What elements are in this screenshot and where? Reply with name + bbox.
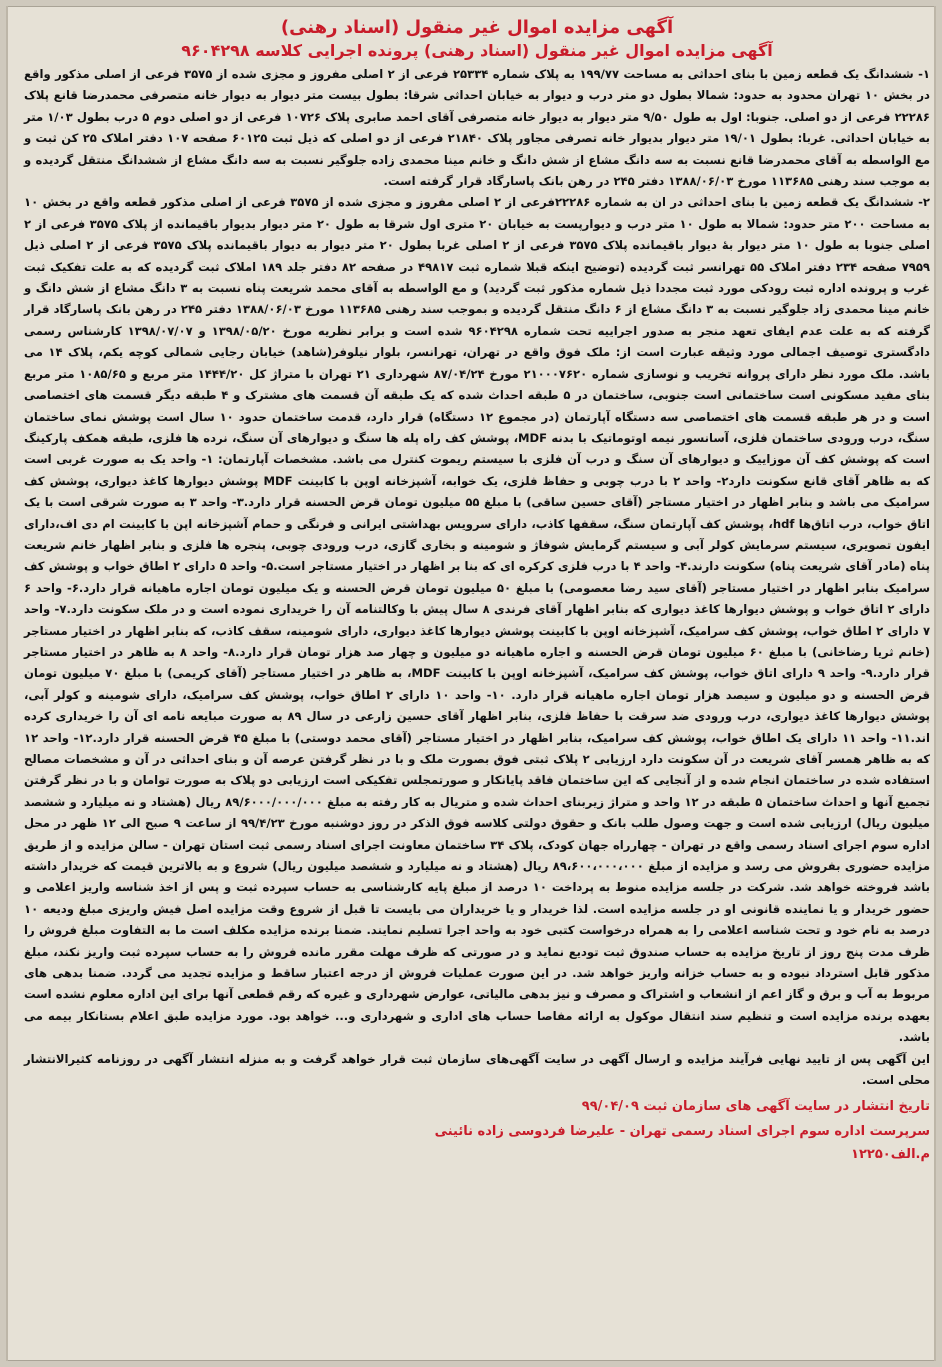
newspaper-clipping	[6, 6, 936, 1361]
paper-edge-left	[6, 6, 8, 1361]
signature-line: سرپرست اداره سوم اجرای اسناد رسمی تهران - علیرضا فردوسی زاده نائینی	[434, 1123, 930, 1139]
notice-paragraph-1: ۱- ششدانگ یک قطعه زمین با بنای احداثی به مساحت ۱۹۹/۷۷ به پلاک شماره ۲۵۳۳۴ فرعی از ۲ اصلی مفروز و مجزی شده از ۳۵۷۵ فرعی از اصلی مذکور واقع در بخش ۱۰ تهران محدود به حدود: شمالا بطول دو متر درب و دیوار به خیابان احداثی شرقا: بطول بیست متر دیوار به دیوار خانه متصرفی محمدرضا قانع پلاک ۲۲۲۸۶ فرعی از دو اصلی. جنوبا: اول به طول ۹/۵۰ متر دیوار به دیوار خانه متصرفی آقای احمد صابری پلاک ۱۰۷۲۶ فرعی از دو اصلی دوم ۵ درب بطول ۱/۰۳ متر به خیابان احداثی. غربا: بطول ۱۹/۰۱ متر دیوار بدیوار خانه تصرفی مجاور پلاک ۲۱۸۴۰ فرعی از دو اصلی که ذیل ثبت ۶۰۱۲۵ صفحه ۱۰۷ دفتر املاک ۲۵ کن ثبت و مع الواسطه به آقای محمدرضا قانع نسبت به سه دانگ مشاع از شش دانگ و خانم مینا محمدی زاده جلوگیر نسبت به سه دانگ مشاع از ششدانگ منتقل گردیده و به موجب سند رهنی ۱۱۳۶۸۵ مورخ ۱۳۸۸/۰۶/۰۳ دفتر ۲۴۵ در رهن بانک پاسارگاد قرار گرفته است.	[24, 67, 930, 189]
auction-notice	[24, 16, 930, 1166]
publish-date: تاریخ انتشار در سایت آگهی های سازمان ثبت ۹۹/۰۴/۰۹	[581, 1098, 930, 1114]
reference-code: م.الف۱۲۲۵۰	[851, 1146, 930, 1162]
notice-closing: این آگهی پس از تایید نهایی فرآیند مزایده و ارسال آگهی در سایت آگهی‌های سازمان ثبت قرار خواهد گرفت و به منزله انتشار آگهی در روزنامه کثیرالانتشار محلی است.	[24, 1051, 930, 1088]
notice-paragraph-2: ۲- ششدانگ یک قطعه زمین با بنای احداثی در ان به شماره ۲۲۲۸۶فرعی از ۲ اصلی مفروز و مجزی شده از ۳۵۷۵ فرعی از اصلی مذکور قطعه واقع در بخش ۱۰ به مساحت ۲۰۰ متر حدود: شمالا به طول ۱۰ متر درب و دیوارپست به خیابان ۲۰ متری اول شرقا به طول ۲۰ متر دیوار بدیوار باقیمانده از پلاک ۳۵۷۵ فرعی از ۲ اصلی جنوبا به طول ۱۰ متر دیوار بهٔ دیوار باقیمانده پلاک ۳۵۷۵ فرعی از ۲ اصلی غربا بطول ۲۰ متر دیوار به دیوار باقیمانده پلاک ۳۵۷۵ فرعی از ۲ اصلی ذیل ۷۹۵۹ صفحه ۲۳۴ دفتر املاک ۵۵ تهرانسر ثبت گردیده (توضیح اینکه قبلا شماره ثبت ۴۹۸۱۷ در صفحه ۸۲ دفتر جلد ۱۸۹ املاک ثبت گردیده که به علت تفکیک ثبت غرب و پرونده اداره ثبت رودکی مورد ثبت مجددا ذیل شماره مذکور ثبت گردید) و مع الواسطه به آقای محمد شریعت پناه نسبت به ۳ دانگ مشاع از شش دانگ و خانم مینا محمدی زاد جلوگیر نسبت به ۳ دانگ مشاع از ۶ دانگ منتقل گردیده و بموجب سند رهنی ۱۱۳۶۸۵ مورخ ۱۳۸۸/۰۶/۰۳ دفتر ۲۴۵ در رهن بانک پاسارگاد قرار گرفته که به علت عدم ایفای تعهد منجر به صدور اجراییه تحت شماره ۹۶۰۴۲۹۸ شده است و برابر نظریه مورخ ۱۳۹۸/۰۵/۲۰ و ۱۳۹۸/۰۷/۰۷ کارشناس رسمی دادگستری توصیف اجمالی مورد وثیقه عبارت است از: ملک فوق واقع در تهران، تهرانسر، بلوار نیلوفر(شاهد) خیابان رجایی شمالی کوچه یکم، پلاک ۱۴ می باشد. ملک مورد نظر دارای پروانه تخریب و نوسازی شماره ۲۱۰۰۰۷۶۲۰ مورخ ۸۷/۰۴/۲۴ شهرداری ۲۱ تهران با متراژ کل ۱۴۴۴/۲۰ متر مربع و ۱۰۸۵/۶۵ متر مربع بنای مفید مسکونی است ساختمانی است جنوبی، ساختمان در ۵ طبقه احداث شده که یک طبقه آن قسمت های مشترک و ۴ طبقه دیگر قسمت های اختصاصی است و در هر طبقه قسمت های اختصاصی سه دستگاه آپارتمان (در مجموع ۱۲ دستگاه) قرار دارد، قدمت ساختمان حدود ۱۰ سال است پوشش نمای ساختمان سنگ، درب ورودی ساختمان فلزی، آسانسور نیمه اوتوماتیک با بدنه MDF، پوشش کف راه پله ها سنگ و دیوارهای آن سنگ، نرده ها فلزی، طبقه همکف پارکینگ است که پوشش کف آن موزاییک و دیوارهای آن سنگ و درب آن فلزی با سیستم ریموت کنترل می باشد. مشخصات آپارتمان: ۱- واحد یک به صورت غربی است که به ظاهر آقای قانع سکونت دارد۲- واحد ۲ با درب چوبی و حفاظ فلزی، یک خوابه، آشپزخانه اوپن با کابینت MDF پوشش دیوارها کاغذ دیواری، پوشش کف سرامیک می باشد و بنابر اظهار در اختیار مستاجر (آقای حسین ساقی) با مبلغ ۵۵ میلیون تومان قرض الحسنه قرار دارد.۳- واحد ۳ به صورت شرقی است با یک اتاق خواب، درب اتاق‌ها hdf، پوشش کف آپارتمان سنگ، سقفها کاذب، دارای سرویس بهداشتی ایرانی و فرنگی و حمام آشپزخانه اپن با کابینت ام دی اف،دارای ایفون تصویری، سیستم سرمایش کولر آبی و سیستم گرمایش شوفاژ و شومینه و بخاری گازی، درب ورودی چوبی، پنجره ها فلزی و بنابر اظهار خانم شریعت پناه (مادر آقای شریعت پناه) سکونت دارند.۴- واحد ۴ با درب فلزی کرکره ای که بنا بر اظهار در اختیار مستاجر است.۵- واحد ۵ دارای ۲ اطاق خواب و پوشش کف سرامیک بنابر اظهار در اختیار مستاجر (آقای سید رضا معصومی) با مبلغ ۵۰ میلیون تومان قرض الحسنه و یک میلیون تومان اجاره ماهیانه قرار دارد.۶- واحد ۶ دارای ۲ اتاق خواب و پوشش دیوارها کاغذ دیواری که بنابر اظهار آقای فرندی ۸ سال پیش با وکالتنامه آن را خریداری نموده است و در ملک سکونت دارد.۷- واحد ۷ دارای ۲ اطاق خواب، پوشش کف سرامیک، آشپزخانه اوپن با کابینت پوشش دیوارها کاغذ دیواری، دارای شومینه، سقف کاذب، که بنابر اظهار در اختیار مستاجر (خانم ثریا رضاخانی) با مبلغ ۶۰ میلیون تومان قرض الحسنه و اجاره ماهیانه دو میلیون و چهار صد هزار تومان قرار دارد.۸- واحد ۸ به ظاهر در اختیار مستاجر قرار دارد.۹- واحد ۹ دارای اتاق خواب، پوشش کف سرامیک، آشپزخانه اوپن با کابینت MDF، به ظاهر در اختیار مستاجر (آقای کریمی) با مبلغ ۷۰ میلیون تومان قرض الحسنه و دو میلیون و سیصد هزار تومان اجاره ماهیانه قرار دارد. ۱۰- واحد ۱۰ دارای ۲ اطاق خواب، پوشش کف سرامیک، دارای شومینه و کولر آبی، پوشش دیوارها کاغذ دیواری، درب ورودی ضد سرقت با حفاظ فلزی، بنابر اظهار آقای حسین زارعی در سال ۸۹ به صورت مبایعه نامه ای آن را خریداری کرده اند.۱۱- واحد ۱۱ دارای یک اطاق خواب، پوشش کف سرامیک، بنابر اظهار در اختیار مستاجر (آقای محمد دوستی) با مبلغ ۴۵ قرض الحسنه قرار دارد.۱۲- واحد ۱۲ که به ظاهر همسر آقای شریعت در آن سکونت دارد ارزیابی ۲ پلاک ثبتی فوق بصورت ملک و با در نظر گرفتن عرصه آن و بنای احداثی در آن و مشخصات مصالح استفاده شده در ساختمان انجام شده و از آنجایی که این ساختمان فاقد پایانکار و صورتمجلس تفکیکی است ارزیابی دو پلاک به صورت توامان و با در نظر گرفتن تجمیع آنها و احداث ساختمان ۵ طبقه در ۱۲ واحد و متراژ زیربنای احداث شده و متریال به کار رفته به مبلغ ۸۹/۶۰۰۰/۰۰۰/۰۰۰ ریال (هشتاد و نه میلیارد و ششصد میلیون ریال) ارزیابی شده است و جهت وصول طلب بانک و حقوق دولتی کلاسه فوق الذکر در روز دوشنبه مورخ ۹۹/۴/۲۳ از ساعت ۹ صبح الی ۱۲ ظهر در محل اداره سوم اجرای اسناد رسمی واقع در تهران - چهارراه جهان کودک، پلاک ۳۴ ساختمان معاونت اجرای اسناد رسمی ثبت استان تهران - سالن مزایده و از طریق مزایده حضوری بفروش می رسد و مزایده از مبلغ ۸۹،۶۰۰،۰۰۰،۰۰۰ ریال (هشتاد و نه میلیارد و ششصد میلیون ریال) شروع و به بالاترین قیمت که خریدار داشته باشد فروخته خواهد شد. شرکت در جلسه مزایده منوط به پرداخت ۱۰ درصد از مبلغ پایه کارشناسی به حساب سپرده ثبت و پس از اخذ شناسه واریز اعلامی و حضور خریدار و یا نماینده قانونی او در جلسه مزایده است. لذا خریدار و یا خریداران می بایست تا قبل از شروع وقت مزایده اصل فیش واریزی مبلغ ودیعه ۱۰ درصد به نام خود و تحت شناسه اعلامی را به همراه درخواست کتبی خود به واحد اجرا تسلیم نمایند. ضمنا برنده مزایده مکلف است ما به التفاوت مبلغ فروش را ظرف مدت پنج روز از تاریخ مزایده به حساب صندوق ثبت تودیع نماید و در صورتی که ظرف مهلت مقرر مانده فروش را به حساب سپرده ثبت واریز نکند، مبلغ مذکور قابل استرداد نبوده و به حساب خزانه واریز خواهد شد. در این صورت عملیات فروش از درجه اعتبار ساقط و مزایده تجدید می گردد. ضمنا بدهی های مربوط به آب و برق و گاز اعم از انشعاب و اشتراک و مصرف و نیز بدهی مالیاتی، عوارض شهرداری و غیره که رقم قطعی آنها برای این اداره معلوم نشده است بعهده برنده مزایده است و تنظیم سند انتقال موکول به ارائه مفاصا حساب های اداری و شهرداری و... خواهد بود. مورد مزایده طبق اعلام بستانکار بیمه می باشد.	[24, 195, 931, 1045]
notice-subtitle: آگهی مزایده اموال غیر منقول (اسناد رهنی) پرونده اجرایی کلاسه ۹۶۰۴۲۹۸	[181, 41, 773, 60]
notice-title: آگهی مزایده اموال غیر منقول (اسناد رهنی)	[280, 17, 674, 38]
paper-edge-right	[934, 6, 936, 1361]
